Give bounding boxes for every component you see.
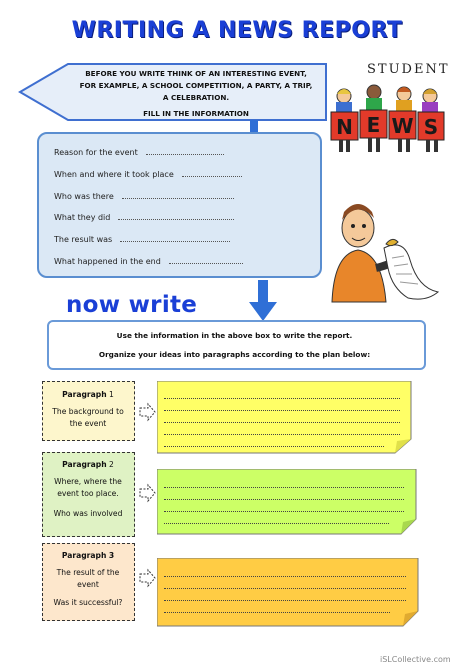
- news-letter: W: [391, 114, 414, 138]
- writing-line[interactable]: [164, 500, 404, 512]
- paragraph-heading: Paragraph: [62, 460, 107, 469]
- paragraph-desc: The background to: [52, 407, 124, 416]
- instructions-line: Organize your ideas into paragraphs according to the plan below:: [98, 350, 371, 359]
- fill-row: [54, 148, 224, 157]
- writing-line[interactable]: [164, 512, 389, 524]
- fill-row-label: What happened in the end: [54, 257, 161, 266]
- writing-line[interactable]: [164, 399, 400, 411]
- arrow-right-icon: [137, 483, 157, 503]
- fill-row-label: What they did: [54, 213, 111, 222]
- writing-line[interactable]: [164, 601, 390, 613]
- paragraph-heading: Paragraph: [62, 390, 107, 399]
- answer-line[interactable]: [182, 170, 242, 177]
- paragraph-desc: Was it successful?: [53, 598, 123, 607]
- writing-line[interactable]: [164, 435, 384, 447]
- paragraph-number: 3: [108, 551, 115, 560]
- intro-line: A CELEBRATION.: [162, 93, 230, 102]
- paragraph-desc: The result of the: [56, 568, 120, 577]
- arrow-right-icon: [137, 568, 157, 588]
- writing-line[interactable]: [164, 423, 400, 435]
- intro-text: [72, 68, 320, 120]
- page-title: WRITING A NEWS REPORT: [71, 18, 403, 43]
- paragraph-heading: Paragraph: [61, 551, 107, 560]
- note-lines: [164, 476, 404, 524]
- paragraph-number: 2: [109, 460, 114, 469]
- paragraph-label: [44, 389, 132, 430]
- arrow-right-icon: [137, 402, 157, 422]
- paragraph-label: [44, 459, 132, 520]
- writing-line[interactable]: [164, 476, 404, 488]
- fill-row: [54, 192, 234, 201]
- fill-row: [54, 257, 243, 266]
- answer-line[interactable]: [122, 192, 234, 199]
- news-letter: S: [423, 115, 439, 139]
- writing-line[interactable]: [164, 488, 404, 500]
- paragraph-spacer: [44, 500, 132, 508]
- answer-line[interactable]: [118, 213, 234, 220]
- news-letter: N: [336, 115, 353, 139]
- paragraph-desc: the event: [69, 419, 107, 428]
- writing-line[interactable]: [164, 577, 406, 589]
- answer-line[interactable]: [169, 257, 243, 264]
- news-letter: E: [366, 113, 381, 137]
- intro-line-fill: FILL IN THE INFORMATION: [143, 109, 249, 118]
- fill-row-label: When and where it took place: [54, 170, 174, 179]
- answer-line[interactable]: [120, 235, 230, 242]
- intro-line: BEFORE YOU WRITE THINK OF AN INTERESTING EVENT,: [85, 69, 307, 78]
- fill-row: [54, 170, 242, 179]
- answer-line[interactable]: [146, 148, 224, 155]
- note-lines: [164, 565, 406, 613]
- fill-row-label: The result was: [54, 235, 113, 244]
- note-lines: [164, 387, 400, 447]
- instructions-box: [47, 320, 426, 370]
- fill-row-label: Who was there: [54, 192, 114, 201]
- student-word: STUDENT: [367, 62, 450, 77]
- writing-line[interactable]: [164, 387, 400, 399]
- writing-line[interactable]: [164, 411, 400, 423]
- now-write-heading: now write: [66, 292, 198, 318]
- instructions-line: Use the information in the above box to write the report.: [116, 331, 353, 340]
- fill-row: [54, 235, 230, 244]
- paragraph-desc: event: [77, 580, 99, 589]
- paragraph-desc: event too place.: [57, 489, 119, 498]
- reporter-illustration: [326, 198, 446, 313]
- down-arrow-icon: [248, 280, 278, 322]
- fill-row-label: Reason for the event: [54, 148, 138, 157]
- fill-row: [54, 213, 234, 222]
- writing-line[interactable]: [164, 589, 406, 601]
- intro-line: FOR EXAMPLE, A SCHOOL COMPETITION, A PARTY, A TRIP,: [79, 81, 313, 90]
- paragraph-number: 1: [109, 390, 114, 399]
- paragraph-label: [44, 550, 132, 609]
- paragraph-desc: Who was involved: [53, 509, 123, 518]
- paragraph-desc: Where, where the: [54, 477, 122, 486]
- writing-line[interactable]: [164, 565, 406, 577]
- footer-watermark: iSLCollective.com: [380, 655, 451, 664]
